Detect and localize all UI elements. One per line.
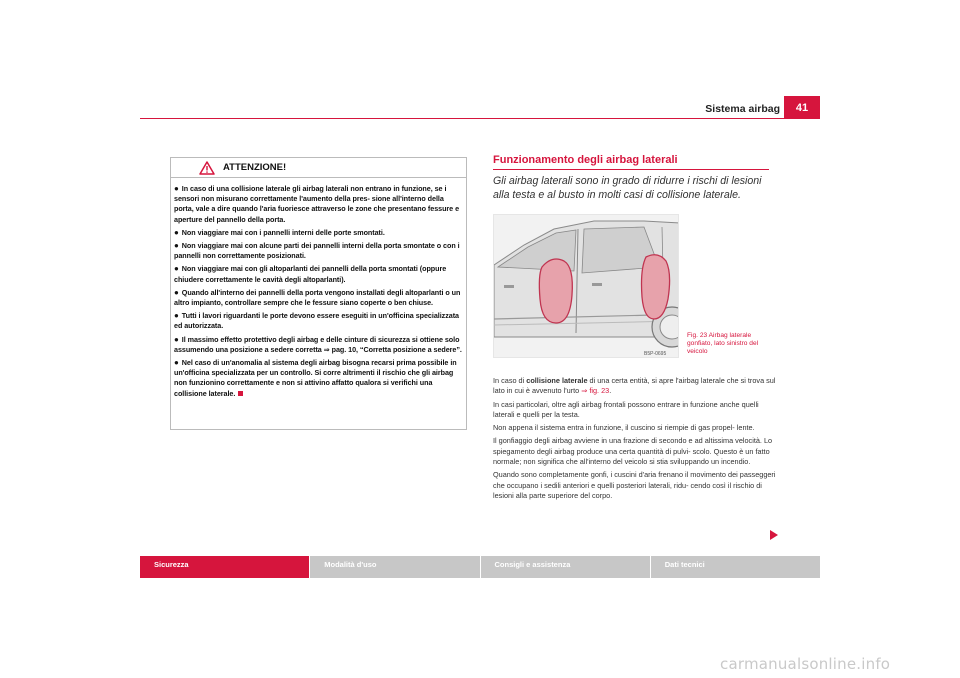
page-header-title: Sistema airbag [705, 103, 780, 115]
paragraph: Quando sono completamente gonfi, i cuscini d'aria frenano il movimento dei passeggeri che occupano i sedili anteriori e quelli posteriori laterali, ridu- cendo così il rischio di lesioni alla parte superiore del corpo. [493, 470, 776, 500]
warning-header [171, 158, 466, 178]
watermark: carmanualsonline.info [720, 655, 891, 673]
page-number: 41 [784, 96, 820, 119]
paragraph: Il gonfiaggio degli airbag avviene in una frazione di secondo e ad altissima velocità. Lo spiegamento degli airbag produce una certa quantità di pulvi- scolo. Questo è un fatto normale; non significa che all'interno del veicolo si stia sviluppando un incendio. [493, 436, 773, 467]
warning-item: ● In caso di una collisione laterale gli airbag laterali non entrano in funzione, se i sensori non misurano correttamente l'aumento della pres- sione all'interno della porta, vale a dire quando l'aria fuoriesce attraverso le zone che presentano fessure e aperture del pannello della porta. [174, 184, 460, 224]
header-rule [140, 118, 820, 119]
car-side-airbag-illustration [494, 215, 679, 358]
figure-reference-link[interactable]: ⇒ fig. 23 [581, 386, 610, 396]
warning-item: ● Non viaggiare mai con alcune parti dei pannelli interni della porta smontate o con i pannelli non correttamente posizionati. [174, 241, 460, 261]
warning-item: ● Tutti i lavori riguardanti le porte devono essere eseguiti in un'officina specializzata ed autorizzata. [174, 311, 459, 331]
warning-item: ● Il massimo effetto protettivo degli airbag e delle cinture di sicurezza si ottiene solo assumendo una posizione a sedere corretta ⇒ pag. 10, “Corretta posizione a sedere”. [174, 334, 462, 354]
warning-item: ● Non viaggiare mai con gli altoparlanti dei pannelli della porta smontati (oppure chiudere correttamente le cavità degli altoparlanti). [174, 264, 447, 284]
nav-tab-modalita-uso[interactable]: Modalità d'uso [310, 556, 479, 578]
paragraph: In casi particolari, oltre agli airbag frontali possono entrare in funzione anche quelli laterali e quelli per la testa. [493, 399, 759, 419]
warning-item: ● Nel caso di un'anomalia al sistema degli airbag bisogna recarsi prima possibile in un'officina specializzata per un controllo. Si corre altrimenti il rischio che gli airbag non funzionino correttamente e non si attivino affatto qualora si verifichi una collisione laterale. [174, 358, 457, 398]
bottom-nav [140, 556, 820, 578]
warning-item: ● Non viaggiare mai con i pannelli interni delle porte smontati. [174, 227, 385, 237]
warning-box [170, 157, 467, 430]
warning-title: ATTENZIONE! [223, 162, 287, 173]
nav-tab-sicurezza[interactable]: Sicurezza [140, 556, 309, 578]
nav-tab-consigli-assistenza[interactable]: Consigli e assistenza [481, 556, 650, 578]
end-marker [238, 391, 243, 396]
nav-tab-dati-tecnici[interactable]: Dati tecnici [651, 556, 820, 578]
section-intro: Gli airbag laterali sono in grado di ridurre i rischi di lesioni alla testa e al busto in molti casi di collisione laterale. [493, 175, 762, 201]
section-title: Funzionamento degli airbag laterali [493, 154, 769, 170]
paragraph: Non appena il sistema entra in funzione, il cuscino si riempie di gas propel- lente. [493, 423, 755, 433]
figure-caption: Fig. 23 Airbag laterale gonfiato, lato sinistro del veicolo [687, 332, 759, 355]
next-page-arrow-icon[interactable] [770, 530, 778, 540]
warning-item: ● Quando all'interno dei pannelli della porta vengono installati degli altoparlanti o un altro impianto, controllare sempre che le fessure siano coperte o ben chiuse. [174, 287, 461, 308]
warning-list [171, 178, 466, 399]
figure-code: B5P-0695 [644, 351, 667, 357]
warning-triangle-icon [199, 161, 215, 175]
paragraph: In caso di collisione laterale di una certa entità, si apre l'airbag laterale che si trova sul lato in cui è avvenuto l'urto ⇒ fig. 23. [493, 376, 776, 396]
figure-side-airbag [493, 214, 679, 358]
section-body [493, 376, 776, 504]
